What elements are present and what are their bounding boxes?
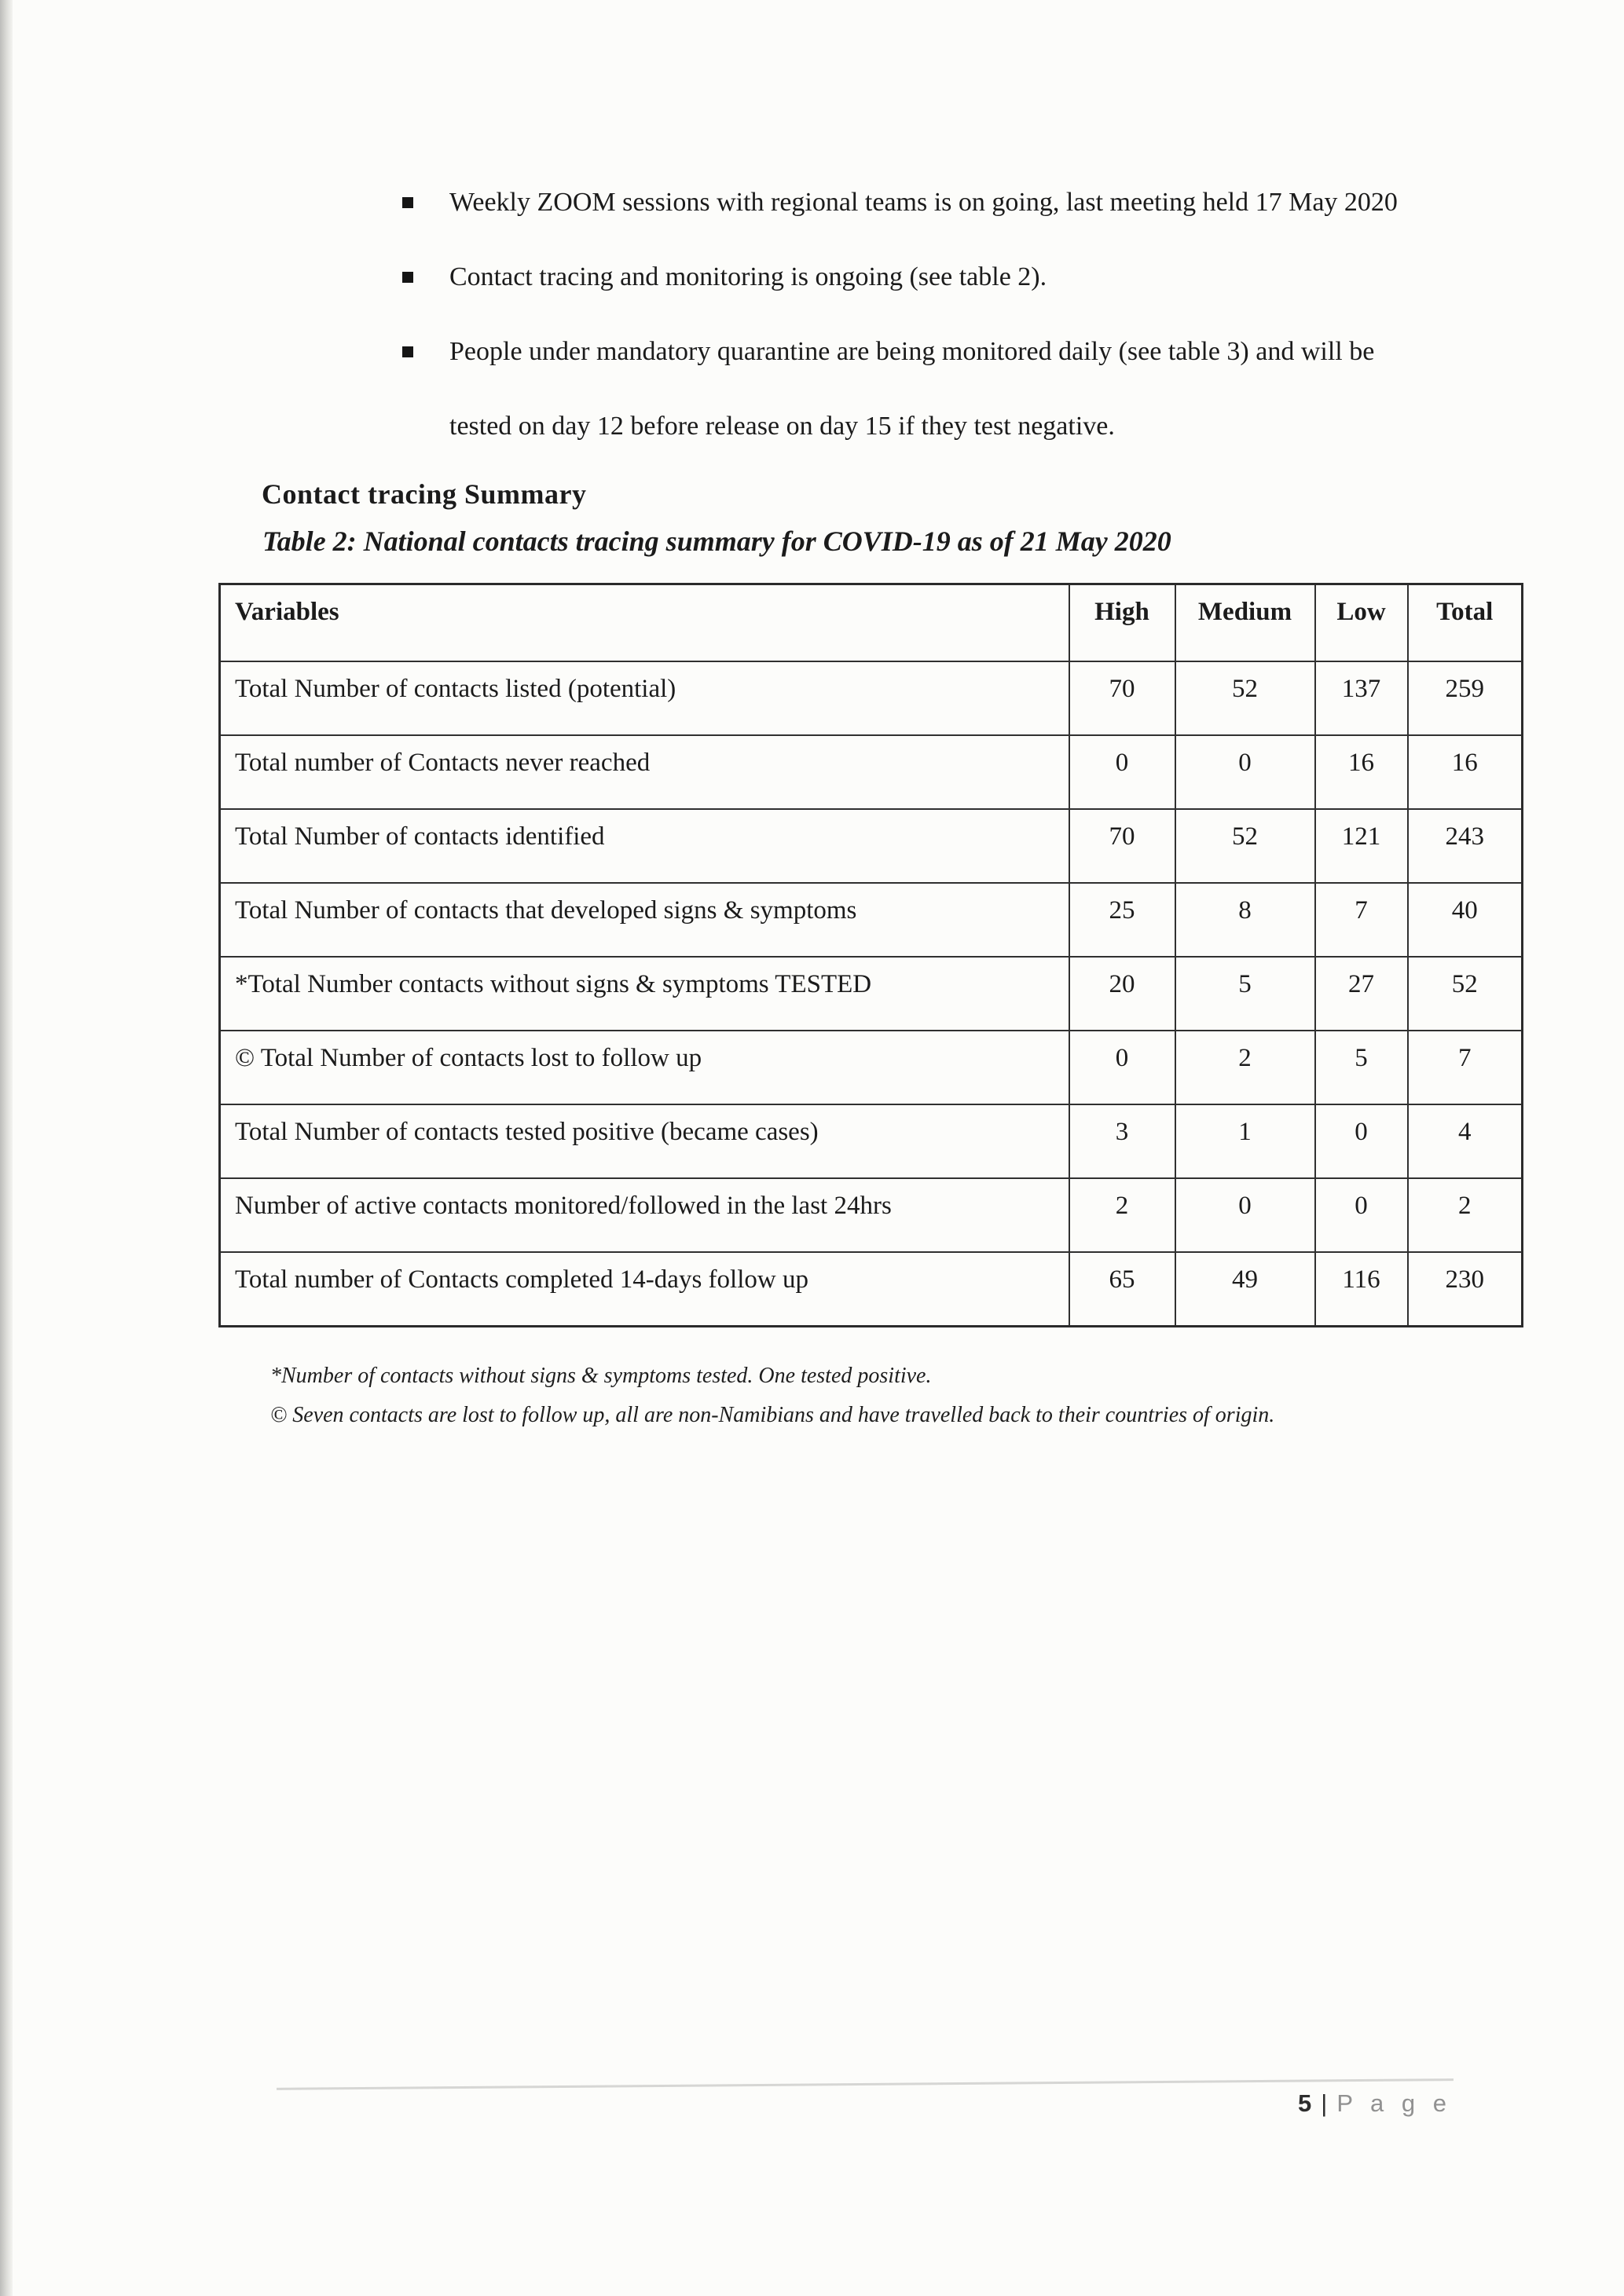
cell-variable: Total Number of contacts listed (potential) <box>220 661 1069 735</box>
cell-high: 70 <box>1069 661 1175 735</box>
table-row <box>220 1104 1523 1178</box>
cell-low: 116 <box>1315 1252 1408 1327</box>
list-item <box>401 314 1438 463</box>
cell-variable: Total number of Contacts completed 14-days follow up <box>220 1252 1069 1327</box>
table-row <box>220 735 1523 809</box>
cell-medium: 0 <box>1175 735 1315 809</box>
cell-variable: © Total Number of contacts lost to follow up <box>220 1031 1069 1104</box>
cell-high: 0 <box>1069 1031 1175 1104</box>
list-item <box>401 165 1438 240</box>
cell-variable: Total number of Contacts never reached <box>220 735 1069 809</box>
cell-variable: Total Number of contacts tested positive (became cases) <box>220 1104 1069 1178</box>
footer-separator: | <box>1321 2089 1328 2117</box>
cell-total: 52 <box>1408 957 1523 1031</box>
cell-total: 40 <box>1408 883 1523 957</box>
cell-high: 2 <box>1069 1178 1175 1252</box>
cell-medium: 8 <box>1175 883 1315 957</box>
cell-high: 20 <box>1069 957 1175 1031</box>
footer-divider <box>277 2078 1454 2090</box>
cell-total: 4 <box>1408 1104 1523 1178</box>
cell-total: 16 <box>1408 735 1523 809</box>
cell-total: 230 <box>1408 1252 1523 1327</box>
bullet-icon <box>402 346 413 357</box>
cell-medium: 49 <box>1175 1252 1315 1327</box>
cell-variable: Number of active contacts monitored/followed in the last 24hrs <box>220 1178 1069 1252</box>
cell-low: 0 <box>1315 1178 1408 1252</box>
column-header-high: High <box>1069 584 1175 662</box>
list-item <box>401 240 1438 314</box>
cell-total: 243 <box>1408 809 1523 883</box>
bullet-text: Weekly ZOOM sessions with regional teams is on going, last meeting held 17 May 2020 <box>449 188 1398 217</box>
page-number: 5 <box>1298 2089 1312 2117</box>
cell-high: 25 <box>1069 883 1175 957</box>
table-row <box>220 957 1523 1031</box>
cell-medium: 0 <box>1175 1178 1315 1252</box>
page-label: P a g e <box>1336 2089 1452 2117</box>
cell-total: 2 <box>1408 1178 1523 1252</box>
footnote-tested: *Number of contacts without signs & symptoms tested. One tested positive. <box>270 1364 932 1388</box>
footnote-lost-to-follow-up: © Seven contacts are lost to follow up, all are non-Namibians and have travelled back to their countries of origin. <box>270 1403 1275 1427</box>
section-heading: Contact tracing Summary <box>262 478 587 510</box>
cell-medium: 52 <box>1175 809 1315 883</box>
cell-low: 0 <box>1315 1104 1408 1178</box>
cell-total: 259 <box>1408 661 1523 735</box>
cell-medium: 5 <box>1175 957 1315 1031</box>
cell-low: 137 <box>1315 661 1408 735</box>
table-row <box>220 883 1523 957</box>
bullet-icon <box>402 197 413 208</box>
cell-high: 70 <box>1069 809 1175 883</box>
column-header-total: Total <box>1408 584 1523 662</box>
column-header-low: Low <box>1315 584 1408 662</box>
bullet-text: People under mandatory quarantine are being monitored daily (see table 3) and will be tested on day 12 before release on day 15 if they test negative. <box>449 337 1375 441</box>
cell-low: 5 <box>1315 1031 1408 1104</box>
scan-edge-shadow <box>0 0 13 2296</box>
column-header-variables: Variables <box>220 584 1069 662</box>
table-row <box>220 1252 1523 1327</box>
table-row <box>220 661 1523 735</box>
cell-medium: 1 <box>1175 1104 1315 1178</box>
column-header-medium: Medium <box>1175 584 1315 662</box>
cell-high: 65 <box>1069 1252 1175 1327</box>
table-caption: Table 2: National contacts tracing summary for COVID-19 as of 21 May 2020 <box>262 525 1171 557</box>
contact-tracing-table <box>218 583 1523 1327</box>
page-footer <box>1298 2089 1452 2118</box>
bullet-icon <box>402 272 413 283</box>
cell-variable: Total Number of contacts identified <box>220 809 1069 883</box>
cell-variable: Total Number of contacts that developed signs & symptoms <box>220 883 1069 957</box>
cell-variable: *Total Number contacts without signs & symptoms TESTED <box>220 957 1069 1031</box>
bullet-text: Contact tracing and monitoring is ongoing (see table 2). <box>449 262 1047 291</box>
cell-medium: 2 <box>1175 1031 1315 1104</box>
cell-low: 27 <box>1315 957 1408 1031</box>
cell-low: 121 <box>1315 809 1408 883</box>
table-row <box>220 809 1523 883</box>
table-row <box>220 1031 1523 1104</box>
cell-high: 3 <box>1069 1104 1175 1178</box>
table-row <box>220 1178 1523 1252</box>
cell-total: 7 <box>1408 1031 1523 1104</box>
cell-medium: 52 <box>1175 661 1315 735</box>
cell-high: 0 <box>1069 735 1175 809</box>
cell-low: 7 <box>1315 883 1408 957</box>
bullet-list <box>401 165 1438 463</box>
cell-low: 16 <box>1315 735 1408 809</box>
table-header-row <box>220 584 1523 662</box>
